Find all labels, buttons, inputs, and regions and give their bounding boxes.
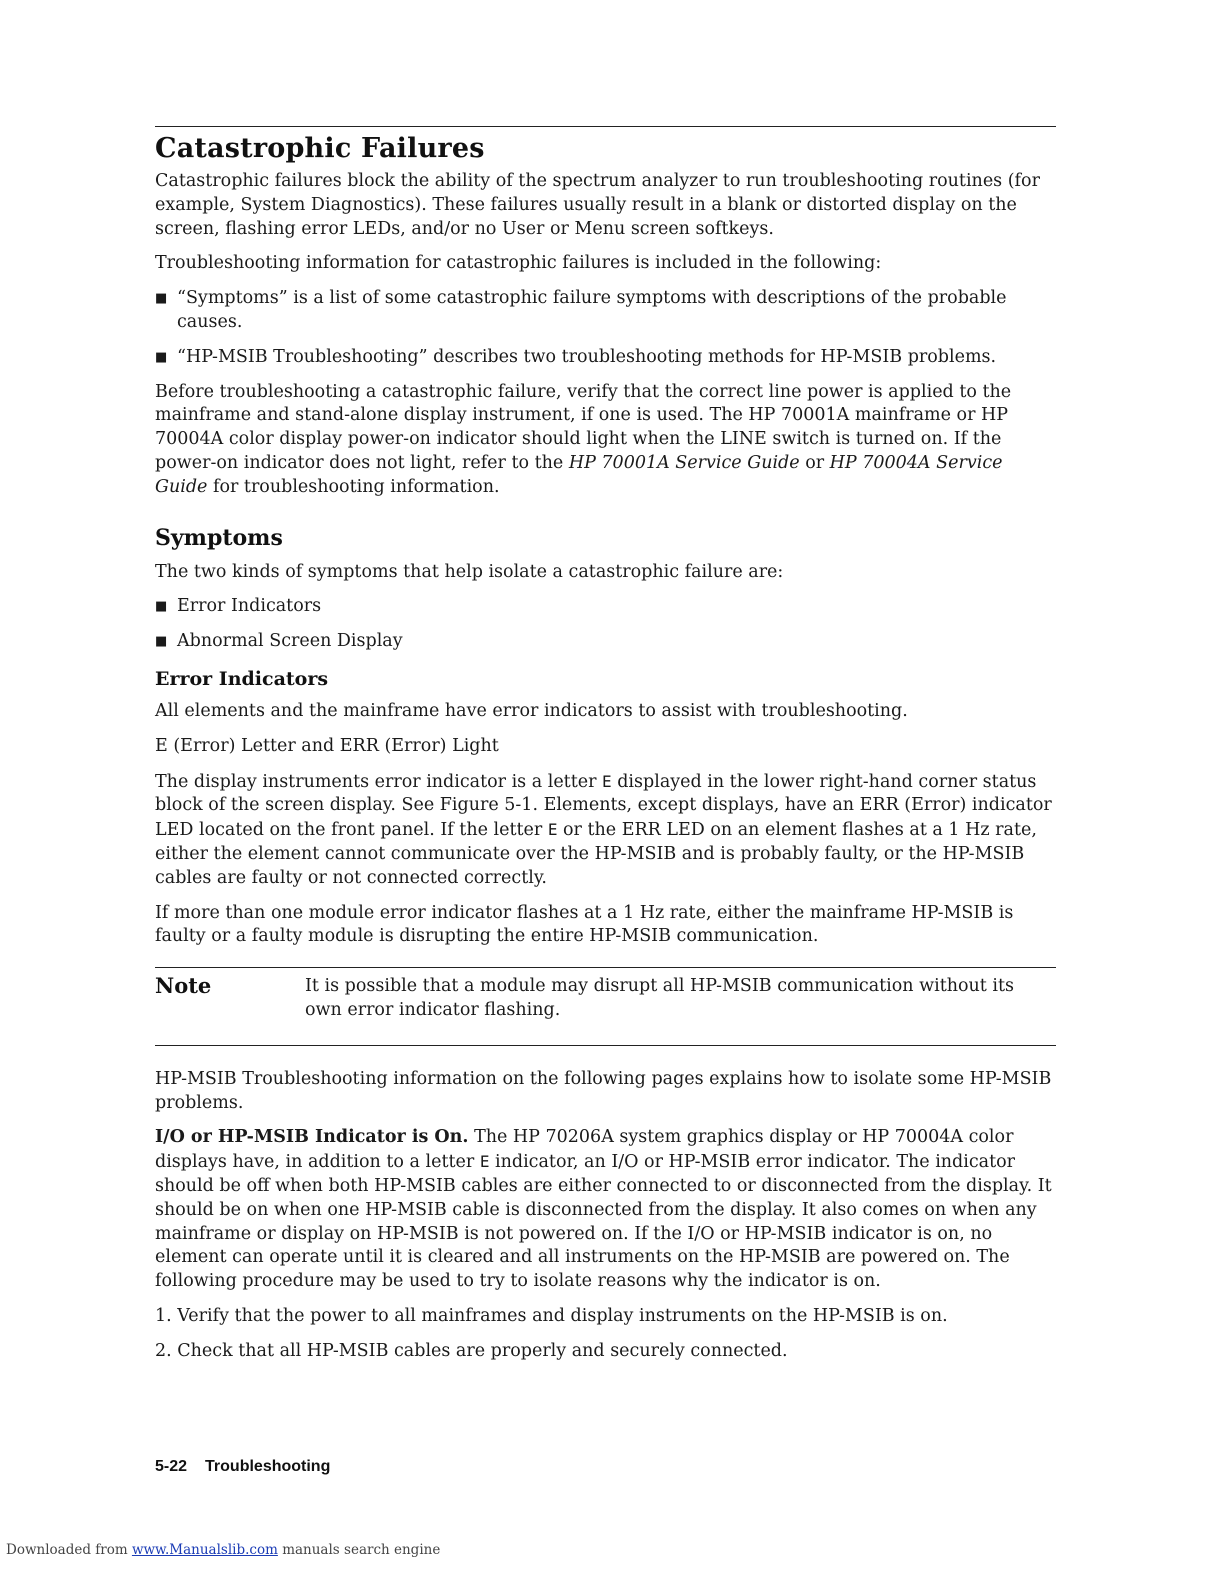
page-footer bbox=[155, 1458, 330, 1476]
page-content bbox=[155, 126, 1056, 1374]
symptoms-intro: The two kinds of symptoms that help isolate a catastrophic failure are: bbox=[155, 561, 784, 582]
info-bullet-list bbox=[155, 287, 1056, 369]
list-item: 2. Check that all HP-MSIB cables are properly and securely connected. bbox=[155, 1340, 788, 1361]
page-heading: Catastrophic Failures bbox=[155, 133, 485, 164]
list-item: ■ “HP-MSIB Troubleshooting” describes two troubleshooting methods for HP-MSIB problems. bbox=[155, 346, 1056, 370]
error-letter-para: The display instruments error indicator is a letter E displayed in the lower right-hand corner status block of the screen display. See Figure 5-1. Elements, except displays, have an ERR (Error) indicator LED located on the front panel. If the letter E or the ERR LED on an element flashes at a 1 Hz rate, either the element cannot communicate over the HP-MSIB and is probably faulty, or the HP-MSIB cables are faulty or not connected correctly. bbox=[155, 771, 1052, 888]
list-item: 1. Verify that the power to all mainframes and display instruments on the HP-MSIB is on. bbox=[155, 1305, 948, 1326]
list-item: ■ Error Indicators bbox=[155, 595, 1056, 619]
top-rule bbox=[155, 126, 1056, 127]
footer-section: Troubleshooting bbox=[205, 1458, 331, 1475]
note-label: Note bbox=[155, 973, 212, 999]
module-error-para: If more than one module error indicator flashes at a 1 Hz rate, either the mainframe HP-MSIB is faulty or a faulty module is disrupting the entire HP-MSIB communication. bbox=[155, 902, 1014, 947]
page-number: 5-22 bbox=[155, 1458, 188, 1475]
intro-paragraph: Catastrophic failures block the ability of the spectrum analyzer to run troubleshooting routines (for example, System Diagnostics). These failures usually result in a blank or distorted display on the screen, flashing error LEDs, and/or no User or Menu screen softkeys. bbox=[155, 171, 1040, 239]
note-text: It is possible that a module may disrupt all HP-MSIB communication without its own error indicator flashing. bbox=[305, 976, 1015, 1020]
info-line: Troubleshooting information for catastrophic failures is included in the following: bbox=[155, 253, 882, 274]
service-guide-ref: HP 70004A Service Guide bbox=[155, 452, 1003, 497]
msib-paragraph: HP-MSIB Troubleshooting information on the following pages explains how to isolate some HP-MSIB problems. bbox=[155, 1068, 1052, 1113]
list-item: ■ Abnormal Screen Display bbox=[155, 630, 1056, 654]
bullet-icon: ■ bbox=[155, 291, 168, 307]
bullet-icon: ■ bbox=[155, 634, 168, 650]
io-lead: I/O or HP-MSIB Indicator is On. bbox=[155, 1127, 469, 1148]
list-item: ■ “Symptoms” is a list of some catastrophic failure symptoms with descriptions of the probable causes. bbox=[155, 288, 1007, 332]
error-indicators-heading: Error Indicators bbox=[155, 667, 329, 690]
before-paragraph: Before troubleshooting a catastrophic failure, verify that the correct line power is applied to the mainframe and stand-alone display instrument, if one is used. The HP 70001A mainframe or HP 70004A color display power-on indicator should light when the LINE switch is turned on. If the power-on indicator does not light, refer to the HP 70001A Service Guide or HP 70004A Service Guide for troubleshooting information. bbox=[155, 381, 1012, 497]
error-subheading: E (Error) Letter and ERR (Error) Light bbox=[155, 735, 499, 756]
procedure-steps bbox=[155, 1305, 1056, 1364]
manualslib-link[interactable]: www.Manualslib.com bbox=[131, 1542, 278, 1558]
note-box bbox=[155, 967, 1056, 1046]
symptoms-list bbox=[155, 595, 1056, 654]
bullet-icon: ■ bbox=[155, 599, 168, 615]
symptoms-heading: Symptoms bbox=[155, 524, 283, 551]
io-paragraph: I/O or HP-MSIB Indicator is On. The HP 70206A system graphics display or HP 70004A color displays have, in addition to a letter E indicator, an I/O or HP-MSIB error indicator. The indicator should be off when both HP-MSIB cables are either connected to or disconnected from the display. It should be on when one HP-MSIB cable is disconnected from the display. It also comes on when any mainframe or display on HP-MSIB is not powered on. If the I/O or HP-MSIB indicator is on, no element can operate until it is cleared and all instruments on the HP-MSIB are powered on. The following procedure may be used to try to isolate reasons why the indicator is on. bbox=[155, 1127, 1052, 1292]
download-banner: Downloaded from www.Manualslib.com manuals search engine bbox=[6, 1542, 441, 1558]
error-indicators-para: All elements and the mainframe have error indicators to assist with troubleshooting. bbox=[155, 700, 908, 721]
service-guide-ref: HP 70001A Service Guide bbox=[568, 452, 800, 473]
bullet-icon: ■ bbox=[155, 349, 168, 365]
